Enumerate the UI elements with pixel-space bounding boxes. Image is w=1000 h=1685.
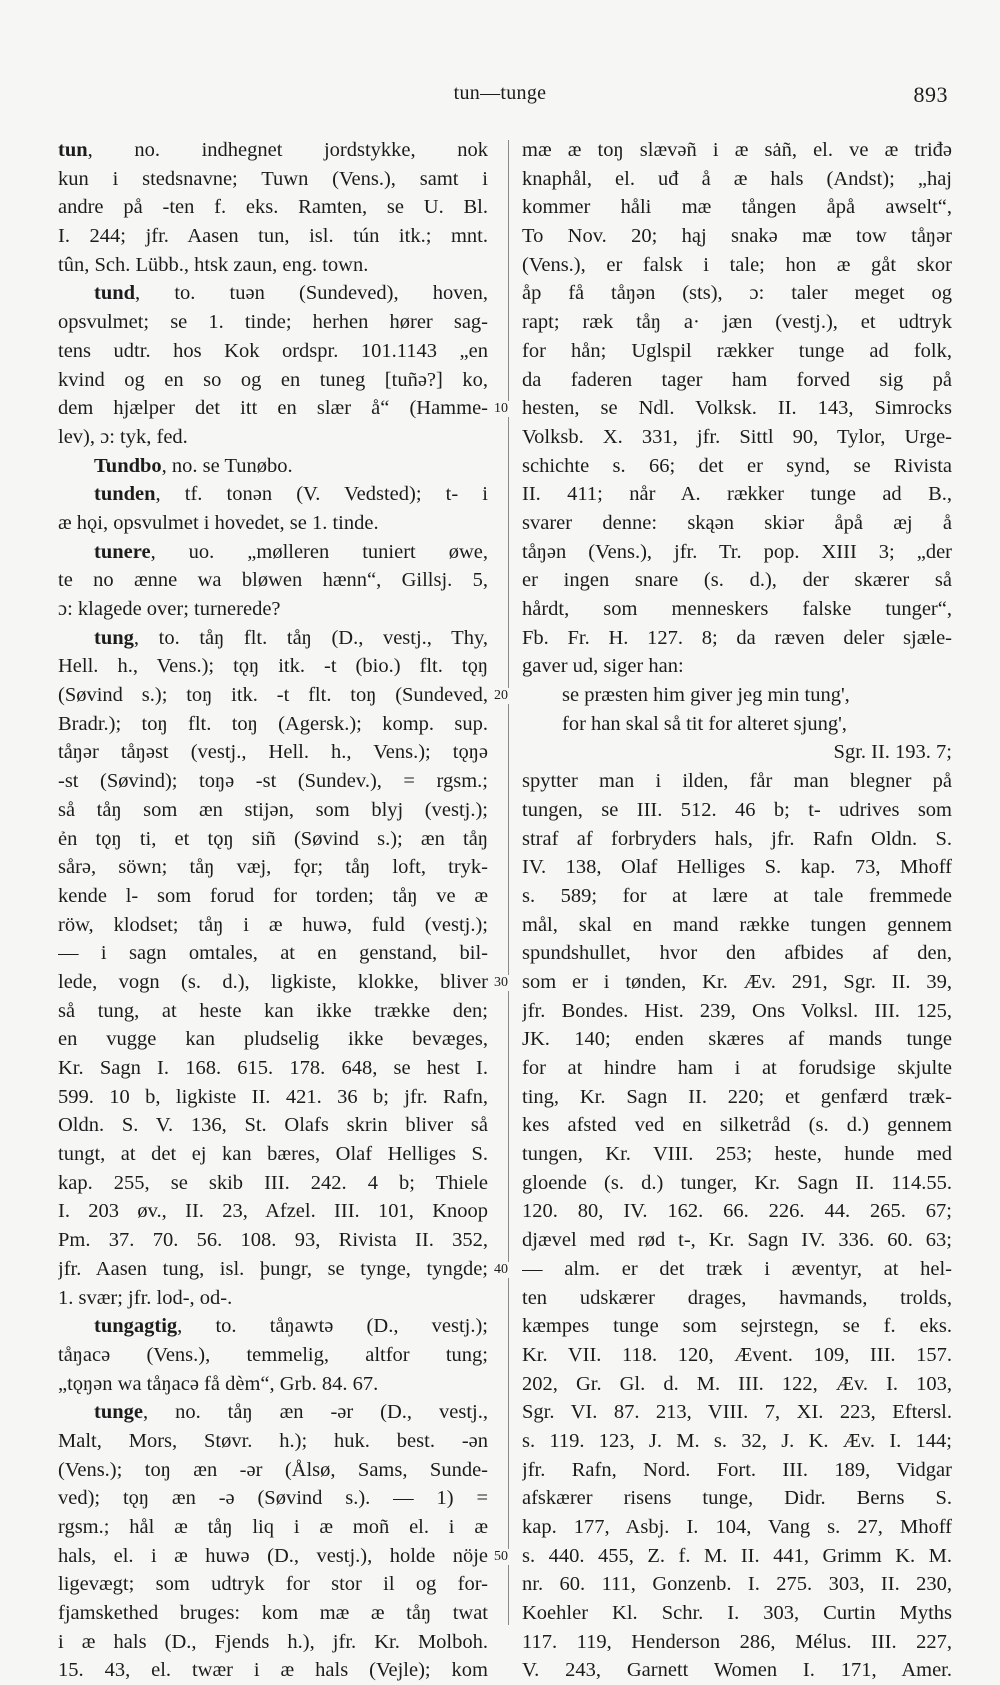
text-line: tens udtr. hos Kok ordspr. 101.1143 „en: [58, 339, 488, 362]
text-line: lev), ɔ: tyk, fed.: [58, 425, 188, 448]
text-line: Kr. Sagn I. 168. 615. 178. 648, se hest I.: [58, 1057, 488, 1079]
text-line: Bradr.); toŋ flt. toŋ (Agersk.); komp. sup.: [58, 712, 488, 735]
text-line: Volksb. X. 331, jfr. Sittl 90, Tylor, Urge-: [522, 425, 952, 448]
text-line: te no ænne wa bløwen hænn“, Gillsj. 5,: [58, 569, 488, 592]
text-line: tungagtig, to. tåŋawtə (D., vestj.);: [94, 1315, 488, 1338]
text-line: ved); tǫŋ æn -ə (Søvind s.). — 1) =: [58, 1487, 488, 1510]
text-line: rgsm.; hål æ tåŋ liq i æ moñ el. i æ: [58, 1516, 488, 1538]
text-line: 120. 80, IV. 162. 66. 226. 44. 265. 67;: [522, 1200, 952, 1223]
text-line: kap. 255, se skib III. 242. 4 b; Thiele: [58, 1171, 488, 1194]
text-line: kun i stedsnavne; Tuwn (Vens.), samt i: [58, 167, 488, 190]
text-line: tåŋən (Vens.), jfr. Tr. pop. XIII 3; „der: [522, 540, 952, 563]
text-line: da faderen tager ham forved sig på: [522, 368, 952, 391]
text-line: tåŋər tåŋəst (vestj., Hell. h., Vens.); tǫŋə: [58, 741, 488, 764]
text-line: lede, vogn (s. d.), ligkiste, klokke, bliver: [58, 970, 488, 993]
text-line: tåŋacə (Vens.), temmelig, altfor tung;: [58, 1343, 488, 1366]
text-line: 202, Gr. Gl. d. M. III. 122, Æv. I. 103,: [522, 1372, 952, 1395]
text-line: mæ æ toŋ slævəñ i æ sȧñ, el. ve æ triđə: [522, 139, 952, 161]
text-line: Sgr. VI. 87. 213, VIII. 7, XI. 223, Eftersl.: [522, 1401, 952, 1424]
text-line: for at hindre ham i at forudsige skjulte: [522, 1057, 952, 1079]
headword: tunere: [94, 540, 151, 563]
text-line: Fb. Fr. H. 127. 8; da ræven deler sjæle-: [522, 626, 952, 649]
text-line: spytter man i ilden, får man blegner på: [522, 770, 952, 793]
text-line: kvind og en so og en tuneg [tuñə?] ko,: [58, 368, 488, 391]
text-line: Koehler Kl. Schr. I. 303, Curtin Myths: [522, 1602, 952, 1625]
text-line: fjamskethed bruges: kom mæ æ tåŋ twat: [58, 1602, 488, 1625]
text-line: Tundbo, no. se Tunøbo.: [94, 454, 293, 477]
text-line: jfr. Rafn, Nord. Fort. III. 189, Vidgar: [522, 1458, 952, 1481]
text-line: II. 411; når A. rækker tunge ad B.,: [522, 483, 952, 506]
text-line: ɔ: klagede over; turnerede?: [58, 598, 281, 620]
text-line: ẻn tǫŋ ti, et tǫŋ siñ (Søvind s.); æn tåŋ: [58, 827, 488, 850]
text-line: nr. 60. 111, Gonzenb. I. 275. 303, II. 230,: [522, 1573, 952, 1596]
text-line: kommer håli mæ tången åpå awselt“,: [522, 196, 952, 219]
text-line: Hell. h., Vens.); tǫŋ itk. -t (bio.) flt. tǫŋ: [58, 655, 488, 678]
text-line: kende l- som forud for torden; tåŋ ve æ: [58, 884, 488, 907]
text-line: s. 119. 123, J. M. s. 32, J. K. Æv. I. 144;: [522, 1429, 952, 1452]
text-line: Kr. VII. 118. 120, Ævent. 109, III. 157.: [522, 1343, 952, 1366]
text-line: 599. 10 b, ligkiste II. 421. 36 b; jfr. Rafn,: [58, 1085, 488, 1108]
line-number: 50: [494, 1549, 508, 1565]
text-line: opsvulmet; se 1. tinde; herhen hører sag-: [58, 311, 488, 334]
text-line: ligevægt; som udtryk for stor il og for-: [58, 1573, 488, 1596]
text-line: (Søvind s.); toŋ itk. -t flt. toŋ (Sundeved,: [58, 684, 488, 707]
text-line: så tåŋ som æn stijən, som blyj (vestj.);: [58, 798, 488, 821]
text-line: andre på -ten f. eks. Ramten, se U. Bl.: [58, 196, 488, 219]
text-line: Oldn. S. V. 136, St. Olafs skrin bliver så: [58, 1114, 488, 1137]
text-line: straf af forbryders hals, jfr. Rafn Oldn. S.: [522, 827, 952, 850]
left-column: [58, 136, 488, 1685]
line-number: 30: [494, 975, 508, 991]
text-line: jfr. Bondes. Hist. 239, Ons Volksl. III. 125,: [522, 999, 952, 1022]
text-line: for hån; Uglspil rækker tunge ad folk,: [522, 339, 952, 362]
text-line: som er i tønden, Kr. Æv. 291, Sgr. II. 39,: [522, 970, 952, 993]
text-line: åp få tåŋən (sts), ɔ: taler meget og: [522, 282, 952, 305]
text-line: JK. 140; enden skæres af mands tunge: [522, 1028, 952, 1051]
text-line: spundshullet, hvor den afbides af den,: [522, 942, 952, 965]
running-head: tun—tunge: [453, 82, 547, 104]
text-line: Malt, Mors, Støvr. h.); huk. best. -ən: [58, 1429, 488, 1452]
text-line: tungen, se III. 512. 46 b; t- udrives som: [522, 798, 952, 821]
text-line: s. 589; for at lære at tale fremmede: [522, 884, 952, 907]
text-line: hårdt, som menneskers falske tunger“,: [522, 598, 952, 620]
text-line: kes afsted ved en silketråd (s. d.) gennem: [522, 1114, 952, 1137]
text-line: Sgr. II. 193. 7;: [833, 741, 952, 764]
text-line: ten udskærer drages, havmands, trolds,: [522, 1286, 952, 1309]
text-line: rapt; ræk tåŋ a· jæn (vestj.), et udtryk: [522, 311, 952, 334]
text-line: hesten, se Ndl. Volksk. II. 143, Simrocks: [522, 397, 952, 420]
text-line: I. 244; jfr. Aasen tun, isl. tún itk.; mnt.: [58, 225, 488, 248]
text-line: så tung, at heste kan ikke trække den;: [58, 999, 488, 1022]
text-line: tund, to. tuən (Sundeved), hoven,: [94, 282, 488, 305]
text-line: sårə, söwn; tåŋ væj, fǫr; tåŋ loft, tryk-: [58, 856, 488, 879]
text-line: — alm. er det træk i æventyr, at hel-: [522, 1257, 952, 1280]
page-header: [0, 78, 1000, 114]
headword: Tundbo: [94, 454, 162, 477]
text-line: Pm. 37. 70. 56. 108. 93, Rivista II. 352,: [58, 1229, 488, 1252]
text-line: tunere, uo. „mølleren tuniert øwe,: [94, 540, 488, 563]
text-line: kæmpes tunge som sejrstegn, se f. eks.: [522, 1315, 952, 1338]
text-line: i æ hals (D., Fjends h.), jfr. Kr. Molboh.: [58, 1630, 488, 1653]
text-line: djævel med rød t-, Kr. Sagn IV. 336. 60. 63;: [522, 1229, 952, 1252]
right-column: [522, 136, 952, 1685]
text-line: (Vens.); toŋ æn -ər (Ålsø, Sams, Sunde-: [58, 1458, 488, 1481]
text-line: schichte s. 66; det er synd, se Rivista: [522, 454, 952, 477]
text-line: tun, no. indhegnet jordstykke, nok: [58, 139, 488, 161]
text-line: jfr. Aasen tung, isl. þungr, se tynge, tyngde;: [58, 1257, 488, 1280]
text-line: se præsten him giver jeg min tung',: [562, 684, 850, 707]
text-line: er ingen snare (s. d.), der skærer så: [522, 569, 952, 592]
text-line: To Nov. 20; hąj snakə mæ tow tåŋər: [522, 225, 952, 248]
text-line: gaver ud, siger han:: [522, 655, 684, 678]
text-line: hals, el. i æ huwə (D., vestj.), holde nöje: [58, 1544, 488, 1567]
text-line: s. 440. 455, Z. f. M. II. 441, Grimm K. M.: [522, 1544, 952, 1567]
headword: tunden: [94, 483, 156, 506]
text-line: svarer denne: skąən skiər åpå æj å: [522, 511, 952, 534]
text-line: tung, to. tåŋ flt. tåŋ (D., vestj., Thy,: [94, 626, 488, 649]
line-number: 40: [494, 1262, 508, 1278]
text-line: V. 243, Garnett Women I. 171, Amer.: [522, 1659, 952, 1682]
line-number: 10: [494, 401, 508, 417]
headword: tung: [94, 626, 134, 649]
text-line: æ hǫi, opsvulmet i hovedet, se 1. tinde.: [58, 511, 379, 534]
text-line: en vugge kan pludselig ikke bevæges,: [58, 1028, 488, 1051]
text-line: dem hjælper det itt en slær å“ (Hamme-: [58, 397, 488, 420]
text-line: for han skal så tit for alteret sjung',: [562, 712, 847, 735]
text-line: kap. 177, Asbj. I. 104, Vang s. 27, Mhoff: [522, 1516, 952, 1538]
text-line: IV. 138, Olaf Helliges S. kap. 73, Mhoff: [522, 856, 952, 879]
text-line: röw, klodset; tåŋ i æ huwə, fuld (vestj.);: [58, 913, 488, 936]
headword: tunge: [94, 1401, 143, 1424]
column-divider: [508, 140, 509, 1625]
text-line: I. 203 øv., II. 23, Afzel. III. 101, Knoop: [58, 1200, 488, 1223]
text-line: 117. 119, Henderson 286, Mélus. III. 227,: [522, 1630, 952, 1653]
headword: tund: [94, 282, 136, 305]
text-line: gloende (s. d.) tunger, Kr. Sagn II. 114.55.: [522, 1171, 952, 1194]
headword: tungagtig: [94, 1315, 178, 1338]
text-line: 1. svær; jfr. lod-, od-.: [58, 1286, 233, 1309]
text-line: „tǫŋən wa tåŋacə få dèm“, Grb. 84. 67.: [58, 1372, 379, 1395]
line-number: 20: [494, 688, 508, 704]
text-line: ting, Kr. Sagn II. 220; et genfærd træk-: [522, 1085, 952, 1108]
text-line: tunge, no. tåŋ æn -ər (D., vestj.,: [94, 1401, 488, 1424]
text-line: — i sagn omtales, at en genstand, bil-: [58, 942, 488, 965]
text-line: knaphål, el. uđ å æ hals (Andst); „haj: [522, 167, 952, 190]
text-line: 15. 43, el. twær i æ hals (Vejle); kom: [58, 1659, 488, 1682]
page-number: 893: [913, 82, 948, 107]
text-line: -st (Søvind); toŋə -st (Sundev.), = rgsm.;: [58, 770, 488, 793]
text-line: afskærer risens tunge, Didr. Berns S.: [522, 1487, 952, 1510]
text-line: tungt, at det ej kan bæres, Olaf Helliges S.: [58, 1143, 488, 1166]
headword: tun: [58, 139, 88, 161]
text-line: (Vens.), er falsk i tale; hon æ gåt skor: [522, 253, 952, 276]
text-line: tûn, Sch. Lübb., htsk zaun, eng. town.: [58, 253, 369, 276]
text-line: tunden, tf. tonən (V. Vedsted); t- i: [94, 483, 488, 506]
text-line: mål, skal en mand række tungen gennem: [522, 913, 952, 936]
text-line: tungen, Kr. VIII. 253; heste, hunde med: [522, 1143, 952, 1166]
